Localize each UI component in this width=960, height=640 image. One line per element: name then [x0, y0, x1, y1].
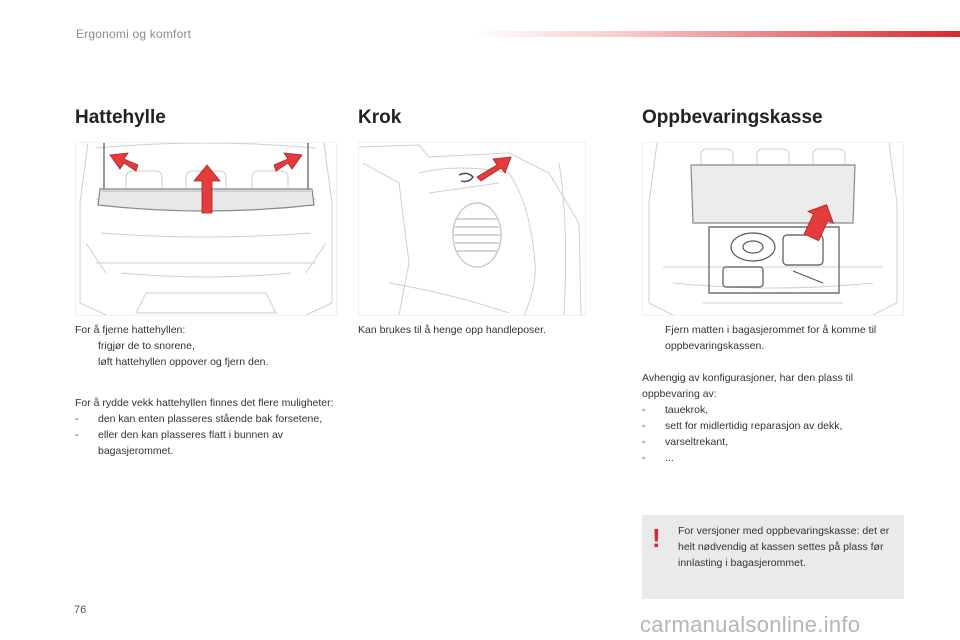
dash-item: - tauekrok, — [642, 404, 709, 416]
intro-text: For å fjerne hattehyllen: — [75, 324, 186, 336]
section-oppbevaringskasse — [642, 105, 904, 464]
section-krok — [358, 105, 588, 336]
page-number: 76 — [74, 604, 87, 616]
paragraph: For å rydde vekk hattehyllen finnes det flere muligheter: — [75, 397, 334, 409]
hattehylle-options — [75, 395, 337, 459]
section-title: Hattehylle — [75, 107, 166, 128]
bullet-item: Fjern matten i bagasjerommet for å komme til oppbevaringskassen. — [665, 324, 877, 352]
warning-text: For versjoner med oppbevaringskasse: det er helt nødvendig at kassen settes på plass før innlasting i bagasjerommet. — [678, 525, 890, 569]
oppbevaringskasse-illustration — [642, 142, 904, 316]
krok-illustration — [358, 142, 586, 316]
warning-box — [642, 515, 904, 599]
header-accent-bar — [470, 31, 960, 37]
section-hattehylle — [75, 105, 337, 457]
oppbevaringskasse-instructions — [642, 322, 904, 354]
bullet-item: løft hattehyllen oppover og fjern den. — [98, 356, 269, 368]
krok-description: Kan brukes til å henge opp handleposer. — [358, 324, 546, 336]
hattehylle-instructions — [75, 322, 337, 370]
oppbevaringskasse-contents — [642, 370, 904, 466]
bullet-item: frigjør de to snorene, — [98, 340, 195, 352]
section-title: Krok — [358, 107, 402, 128]
paragraph: Avhengig av konfigurasjoner, har den plass til oppbevaring av: — [642, 372, 854, 400]
dash-item: - den kan enten plasseres stående bak forsetene, — [75, 413, 323, 425]
dash-item: - eller den kan plasseres flatt i bunnen av bagasjerommet. — [75, 429, 284, 457]
dash-item: - ... — [642, 452, 674, 464]
hattehylle-illustration — [75, 142, 337, 316]
watermark: carmanualsonline.info — [640, 612, 861, 637]
warning-exclamation-icon: ! — [652, 523, 661, 553]
section-title: Oppbevaringskasse — [642, 107, 823, 128]
header-title: Ergonomi og komfort — [76, 27, 192, 41]
dash-item: - varseltrekant, — [642, 436, 729, 448]
dash-item: - sett for midlertidig reparasjon av dekk, — [642, 420, 843, 432]
